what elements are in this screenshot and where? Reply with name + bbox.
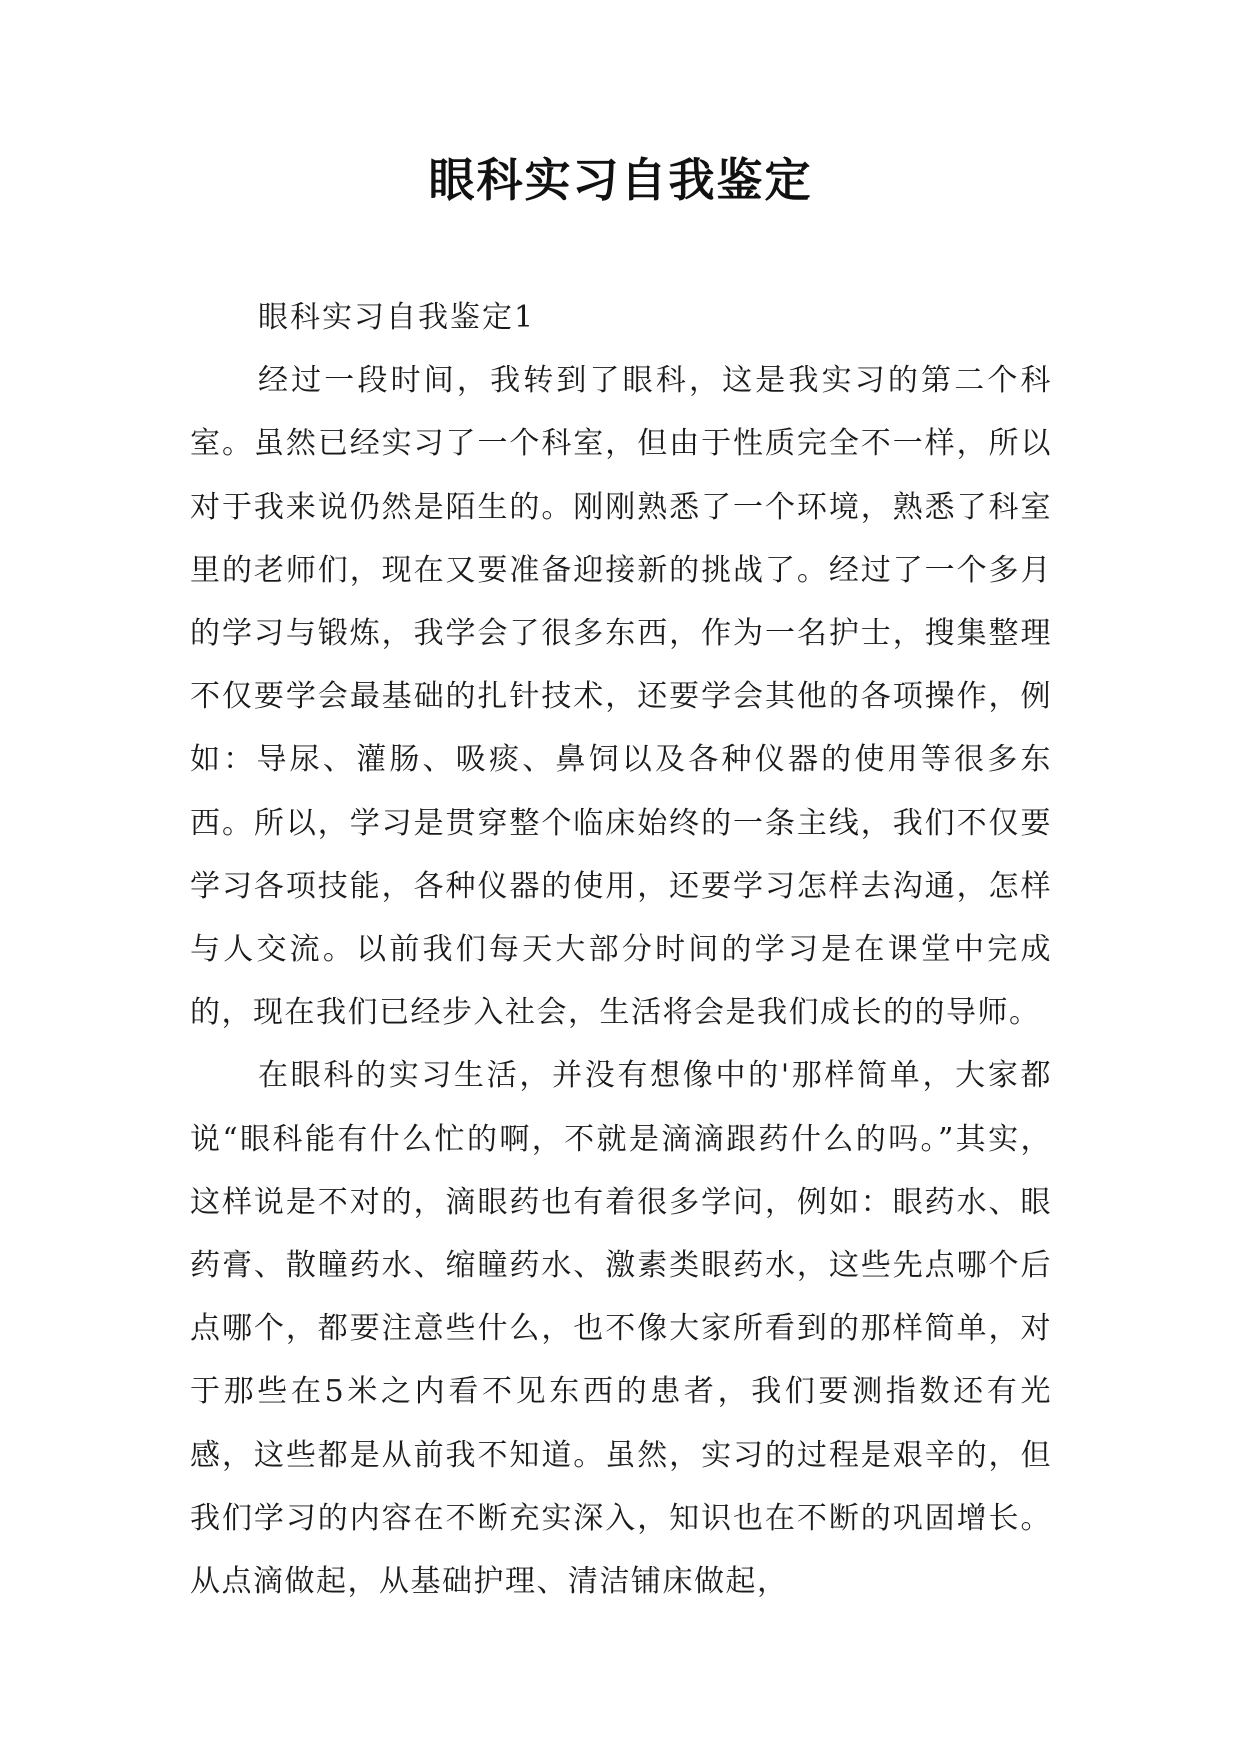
paragraph-1: 经过一段时间，我转到了眼科，这是我实习的第二个科室。虽然已经实习了一个科室，但由于性质完全不一样，所以对于我来说仍然是陌生的。刚刚熟悉了一个环境，熟悉了科室里的老师们，现在又要准备迎接新的挑战了。经过了一个多月的学习与锻炼，我学会了很多东西，作为一名护士，搜集整理不仅要学会最基础的扎针技术，还要学会其他的各项操作，例如：导尿、灌肠、吸痰、鼻饲以及各种仪器的使用等很多东西。所以，学习是贯穿整个临床始终的一条主线，我们不仅要学习各项技能，各种仪器的使用，还要学习怎样去沟通，怎样与人交流。以前我们每天大部分时间的学习是在课堂中完成的，现在我们已经步入社会，生活将会是我们成长的的导师。 (190, 363, 1052, 1031)
document-body (190, 286, 1052, 1613)
paragraph-2: 在眼科的实习生活，并没有想像中的'那样简单，大家都说“眼科能有什么忙的啊，不就是滴滴跟药什么的吗。”其实，这样说是不对的，滴眼药也有着很多学问，例如：眼药水、眼药膏、散瞳药水、缩瞳药水、激素类眼药水，这些先点哪个后点哪个，都要注意些什么，也不像大家所看到的那样简单，对于那些在5米之内看不见东西的患者，我们要测指数还有光感，这些都是从前我不知道。虽然，实习的过程是艰辛的，但我们学习的内容在不断充实深入，知识也在不断的巩固增长。从点滴做起，从基础护理、清洁铺床做起， (190, 1058, 1052, 1600)
section-heading: 眼科实习自我鉴定1 (258, 300, 536, 335)
document-title: 眼科实习自我鉴定 (428, 153, 813, 207)
